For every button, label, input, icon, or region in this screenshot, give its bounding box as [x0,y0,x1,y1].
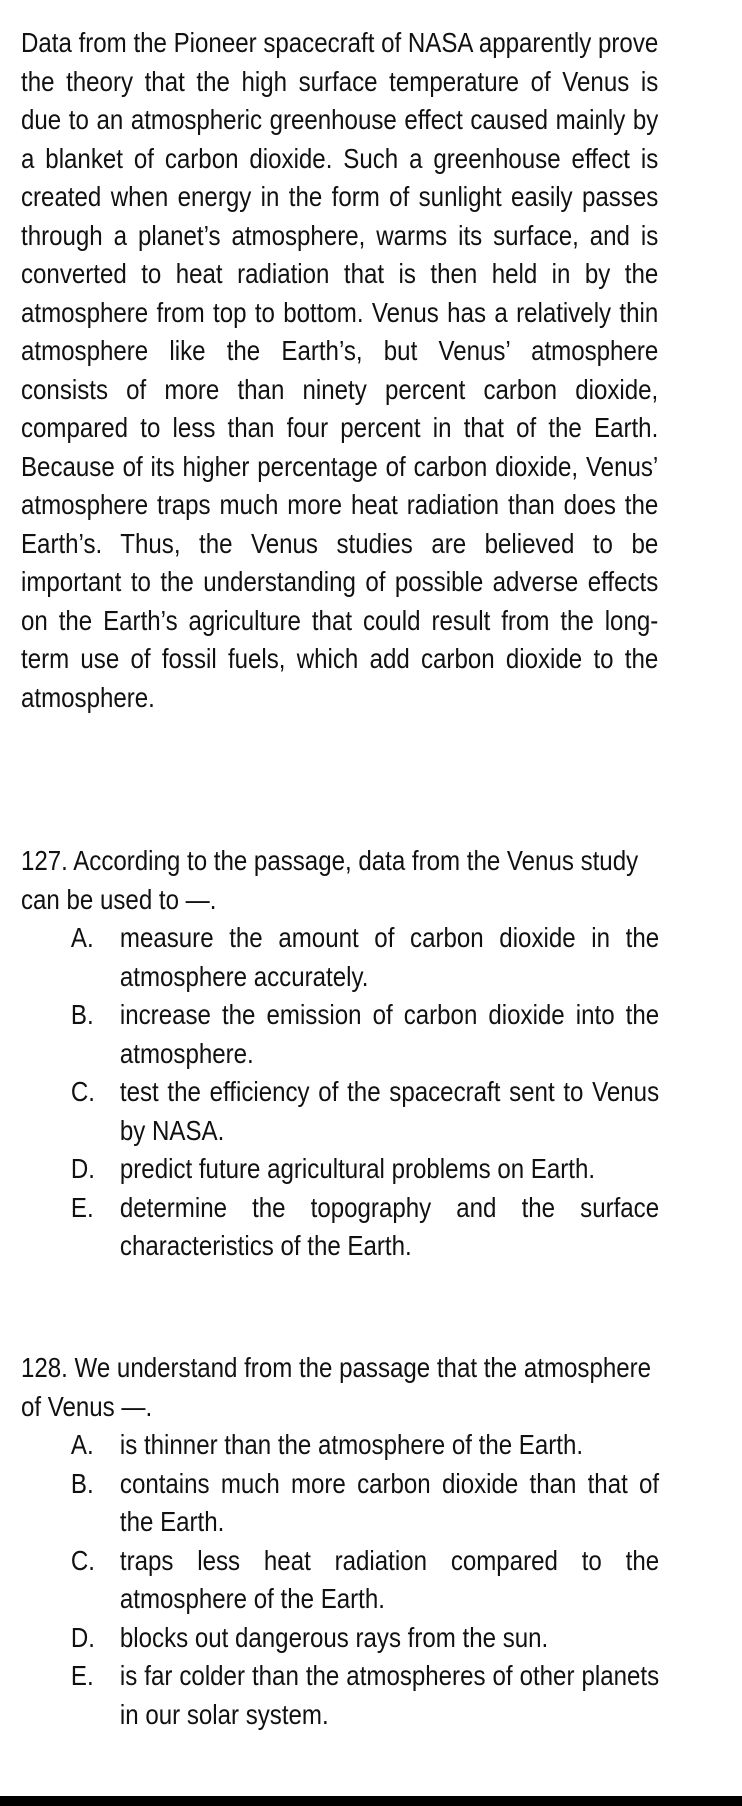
question-text: We understand from the passage that the atmosphere of Venus —. [21,1352,652,1422]
option-text: traps less heat radiation compared to the atmosphere of the Earth. [119,1544,660,1614]
option-letter: E. [70,1191,94,1223]
option-text: is thinner than the atmosphere of the Earth. [119,1429,584,1460]
option-text: is far colder than the atmospheres of other planets in our solar system. [119,1660,660,1730]
answer-option-e[interactable] [21,1657,659,1734]
question-stem [21,1349,659,1426]
answer-option-b[interactable] [21,1465,659,1542]
option-text: blocks out dangerous rays from the sun. [119,1621,549,1653]
answer-option-d[interactable] [21,1150,659,1189]
option-text: predict future agricultural problems on Earth. [119,1153,596,1184]
answer-option-c[interactable] [21,1073,659,1150]
option-text: contains much more carbon dioxide than that of the Earth. [119,1467,660,1537]
answer-option-d[interactable] [21,1619,659,1658]
question-stem [21,842,659,919]
option-text: determine the topography and the surface characteristics of the Earth. [119,1191,660,1261]
answer-option-b[interactable] [21,996,659,1073]
option-text: increase the emission of carbon dioxide into the atmosphere. [119,999,660,1069]
option-text: measure the amount of carbon dioxide in the atmosphere accurately. [119,922,660,992]
answer-option-c[interactable] [21,1542,659,1619]
option-letter: D. [70,1621,95,1653]
answer-option-a[interactable] [21,1426,659,1465]
bottom-rule [0,1796,742,1806]
option-letter: B. [70,1467,94,1499]
answer-options [21,1426,659,1734]
answer-option-a[interactable] [21,919,659,996]
answer-options [21,919,659,1266]
question-128 [21,1349,659,1734]
option-letter: B. [70,999,94,1030]
option-letter: E. [70,1660,94,1691]
question-number: 127. [21,845,68,876]
option-letter: A. [70,1429,94,1460]
question-text: According to the passage, data from the Venus study can be used to —. [21,845,639,915]
option-letter: A. [70,922,94,953]
question-number: 128. [21,1352,68,1383]
option-letter: C. [70,1544,95,1576]
answer-option-e[interactable] [21,1189,659,1266]
option-text: test the efficiency of the spacecraft sent to Venus by NASA. [119,1076,660,1146]
reading-passage: Data from the Pioneer spacecraft of NASA apparently prove the theory that the high surface temperature of Venus is due to an atmospheric greenhouse effect caused mainly by a blanket of carbon dioxide. Such a greenhouse effect is created when energy in the form of sunlight easily passes through a planet’s atmosphere, warms its surface, and is converted to heat radiation that is then held in by the atmosphere from top to bottom. Venus has a relatively thin atmosphere like the Earth’s, but Venus’ atmosphere consists of more than ninety percent carbon dioxide, compared to less than four percent in that of the Earth. Because of its higher percentage of carbon dioxide, Venus’ atmosphere traps much more heat radiation than does the Earth’s. Thus, the Venus studies are believed to be important to the understanding of possible adverse effects on the Earth’s agriculture that could result from the long-term use of fossil fuels, which add carbon dioxide to the atmosphere. [21,27,659,713]
question-127 [21,842,659,1266]
option-letter: C. [70,1076,95,1107]
option-letter: D. [70,1153,95,1184]
